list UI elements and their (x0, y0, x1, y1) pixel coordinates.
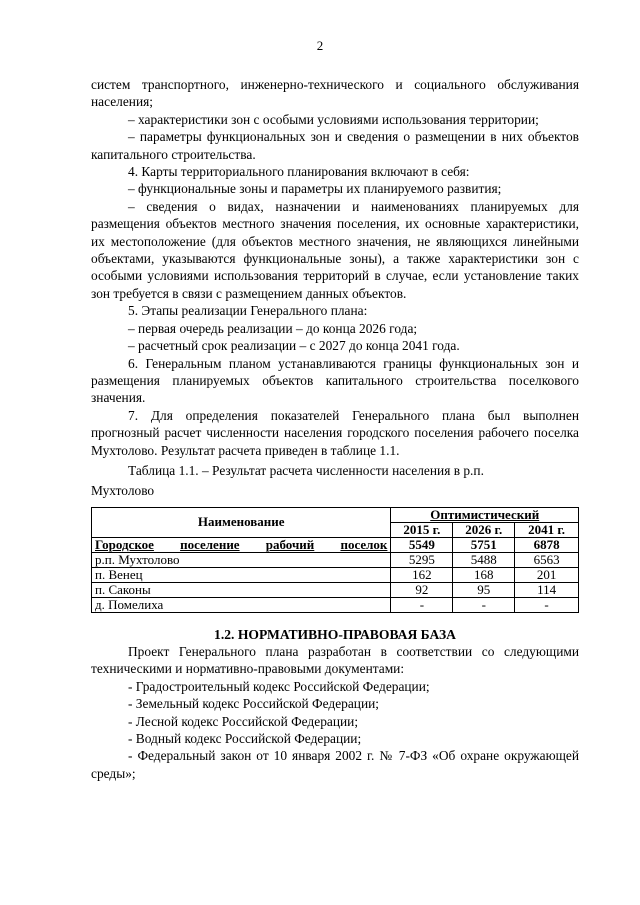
cell-value: 6878 (515, 537, 579, 552)
row-name-word: рабочий (265, 536, 315, 552)
cell-value: 6563 (515, 552, 579, 567)
table-row (92, 597, 579, 612)
table-row (92, 537, 579, 552)
row-name-word: Городское (95, 536, 154, 552)
paragraph: – функциональные зоны и параметры их планируемого развития; (128, 181, 502, 197)
list-item: - Федеральный закон от 10 января 2002 г. № 7-ФЗ «Об охране окружающей среды»; (91, 748, 579, 781)
cell-value: 5488 (453, 552, 515, 567)
list-item: - Лесной кодекс Российской Федерации; (128, 713, 359, 729)
cell-value: - (391, 597, 453, 612)
cell-value: 5295 (391, 552, 453, 567)
paragraph: – расчетный срок реализации – с 2027 до конца 2041 года. (128, 338, 460, 354)
row-name: п. Саконы (92, 582, 391, 597)
paragraph: – параметры функциональных зон и сведения о размещении в них объектов капитального строительства. (91, 129, 579, 162)
cell-value: 92 (391, 582, 453, 597)
page-number: 2 (316, 38, 324, 53)
header-year: 2041 г. (515, 522, 579, 537)
paragraph: – первая очередь реализации – до конца 2026 года; (128, 320, 418, 336)
cell-value: - (515, 597, 579, 612)
paragraph: 4. Карты территориального планирования включают в себя: (128, 164, 470, 180)
header-year: 2015 г. (391, 522, 453, 537)
table-row (92, 552, 579, 567)
row-name: п. Венец (92, 567, 391, 582)
header-name: Наименование (92, 507, 391, 537)
cell-value: 5751 (453, 537, 515, 552)
document-body (91, 76, 579, 782)
paragraph: 5. Этапы реализации Генерального плана: (128, 303, 368, 319)
table-row (92, 567, 579, 582)
header-year: 2026 г. (453, 522, 515, 537)
population-table (91, 507, 579, 613)
list-item: - Градостроительный кодекс Российской Федерации; (128, 678, 430, 694)
cell-value: 201 (515, 567, 579, 582)
paragraph: 7. Для определения показателей Генерального плана был выполнен прогнозный расчет численности населения городского поселения рабочего поселка Мухтолово. Результат расчета приведен в таблице 1.1. (91, 407, 579, 458)
row-name: д. Помелиха (92, 597, 391, 612)
cell-value: - (453, 597, 515, 612)
cell-value: 95 (453, 582, 515, 597)
cell-value: 114 (515, 582, 579, 597)
cell-value: 162 (391, 567, 453, 582)
paragraph: – сведения о видах, назначении и наименованиях планируемых для размещения объектов местного значения поселения, их основные характеристики, их местоположение (для объектов местного значения, не являющихся линейными объектами, указываются функциональные зоны), а также характеристики зон с особыми условиями использования территорий в случае, если установление таких зон требуется в связи с размещением данных объектов. (91, 198, 579, 301)
row-name-word: поселок (340, 536, 388, 552)
list-item: - Водный кодекс Российской Федерации; (128, 730, 362, 746)
table-row (92, 582, 579, 597)
row-name: р.п. Мухтолово (92, 552, 391, 567)
list-item: - Земельный кодекс Российской Федерации; (128, 696, 379, 712)
cell-value: 5549 (391, 537, 453, 552)
paragraph: 6. Генеральным планом устанавливаются границы функциональных зон и размещения планируемых объектов капитального строительства поселкового значения. (91, 355, 579, 406)
section-title: 1.2. НОРМАТИВНО-ПРАВОВАЯ БАЗА (214, 626, 456, 642)
table-caption: Таблица 1.1. – Результат расчета численности населения в р.п. (128, 462, 484, 478)
paragraph: – характеристики зон с особыми условиями использования территории; (128, 111, 539, 127)
row-name-word: поселение (180, 536, 240, 552)
paragraph: систем транспортного, инженерно-технического и социального обслуживания населения; (91, 77, 579, 110)
header-scenario: Оптимистический (391, 507, 579, 522)
table-caption-continued: Мухтолово (91, 482, 155, 498)
row-name (92, 537, 391, 552)
cell-value: 168 (453, 567, 515, 582)
section-intro: Проект Генерального плана разработан в соответствии со следующими техническими и нормативно-правовыми документами: (91, 643, 579, 677)
